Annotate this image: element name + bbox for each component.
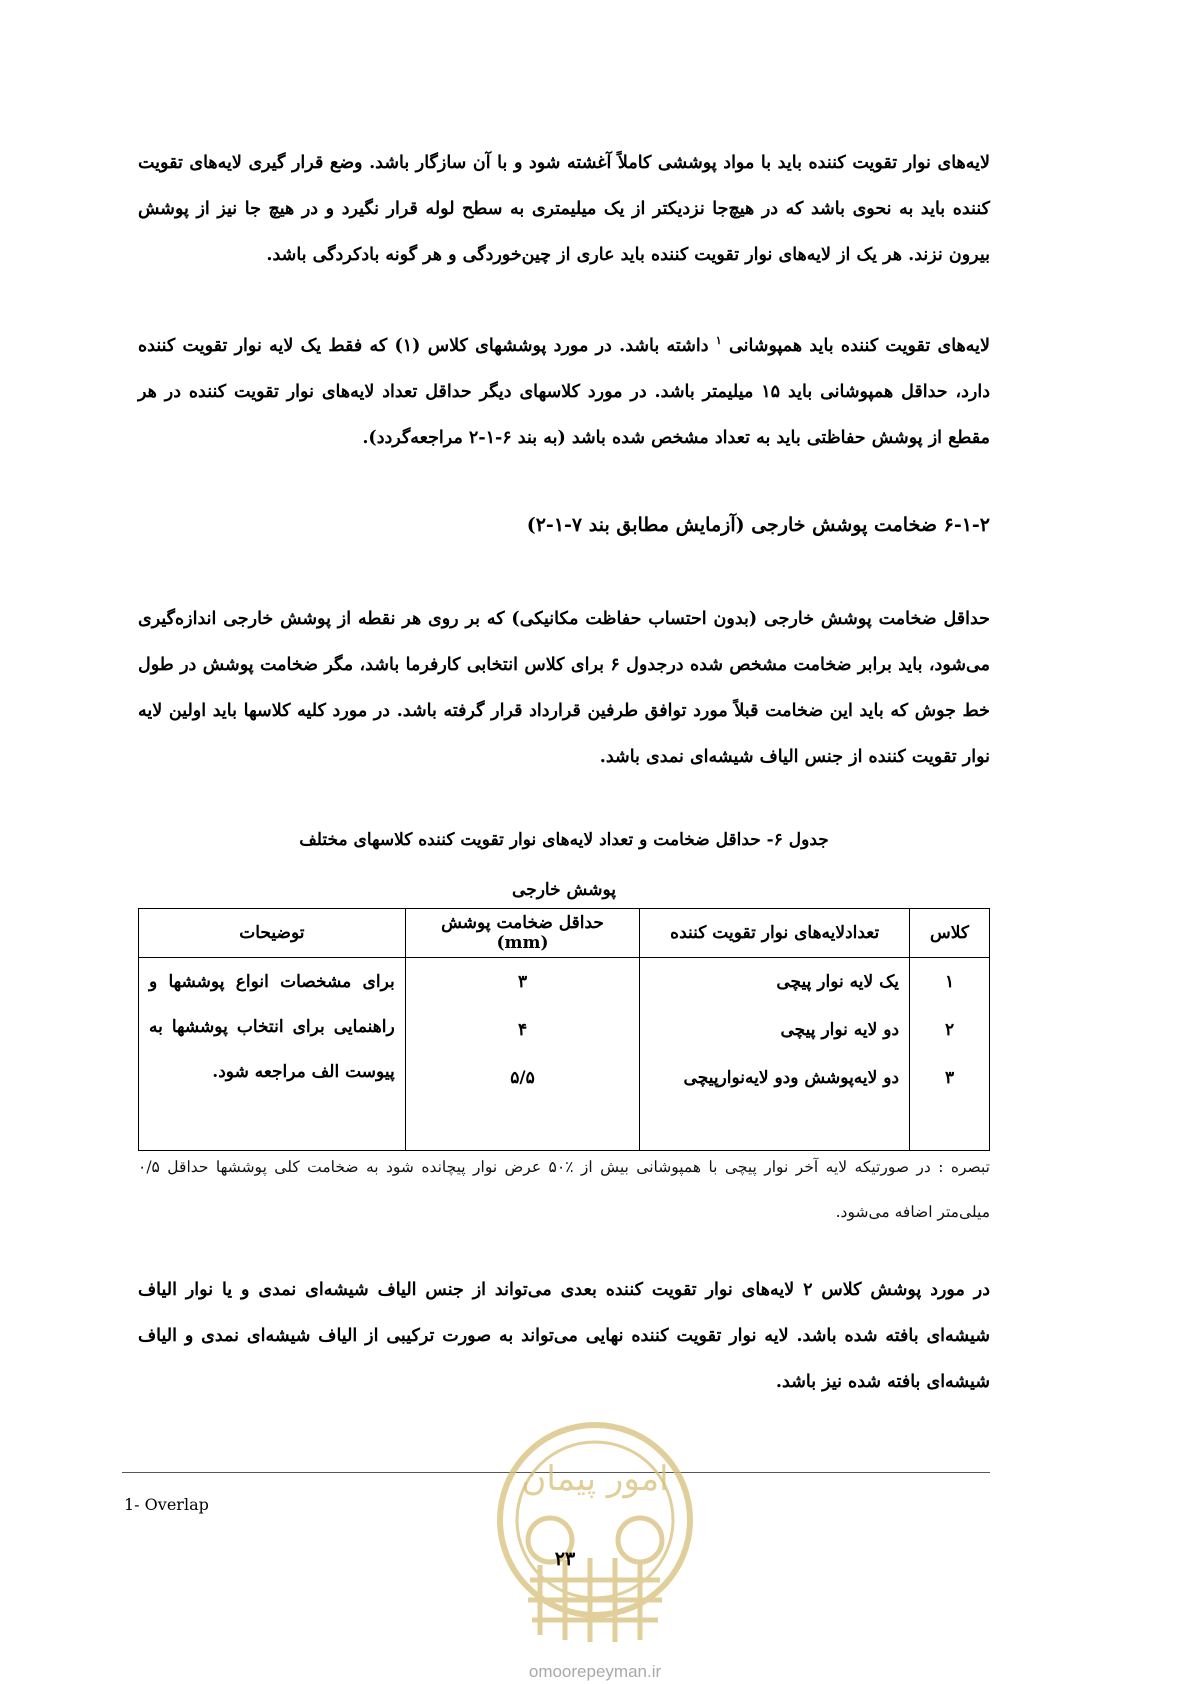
cell-class: ۲ — [910, 1006, 990, 1054]
cell-layers: دو لایه‌پوشش ودو لایه‌نوارپیچی — [640, 1054, 910, 1102]
paragraph-coating-layers: لایه‌های نوار تقویت کننده باید با مواد پوششی کاملاً آغشته شود و با آن سازگار باشد. وضع قرار گیری لایه‌های تقویت کننده باید به نحوی باشد که در هیچ‌جا نزدیکتر از یک میلیمتری به سطح لوله قرار نگیرد و در هیچ جا نیز از پوشش بیرون نزند. هر یک از لایه‌های نوار تقویت کننده باید عاری از چین‌خوردگی و هر گونه بادکردگی باشد. — [138, 153, 990, 265]
cell-empty — [640, 1102, 910, 1151]
cell-thickness: ۴ — [405, 1006, 640, 1054]
cell-description: برای مشخصات انواع پوششها و راهنمایی برای انتخاب پوششها به پیوست الف مراجعه شود. — [139, 958, 406, 1151]
cell-empty — [405, 1102, 640, 1151]
paragraph-overlap-rest: داشته باشد. در مورد پوششهای کلاس (۱) که فقط یک لایه نوار تقویت کننده دارد، حداقل همپوشانی باید ۱۵ میلیمتر باشد. در مورد کلاسهای دیگر حداقل تعداد لایه‌های نوار تقویت کننده در هر مقطع از پوشش حفاظتی باید به تعداد مشخص شده باشد (به بند ۶-۱-۲ مراجعه‌گردد). — [138, 335, 991, 448]
cell-class: ۱ — [910, 958, 990, 1007]
paragraph-overlap — [138, 318, 990, 461]
table-caption-line2: پوشش خارجی — [512, 880, 616, 900]
watermark-site: omoorepeyman.ir — [528, 1662, 662, 1681]
cell-layers: یک لایه نوار پیچی — [640, 958, 910, 1007]
header-description: توضیحات — [139, 909, 406, 958]
table-caption: جدول ۶- حداقل ضخامت و تعداد لایه‌های نوار تقویت کننده کلاسهای مختلف — [299, 830, 829, 850]
paragraph-overlap-start: لایه‌های تقویت کننده باید همپوشانی — [729, 335, 991, 356]
thickness-table — [138, 908, 990, 1151]
table-note: تبصره : در صورتیکه لایه آخر نوار پیچی با همپوشانی بیش از ٪۵۰ عرض نوار پیچانده شود به ضخامت کلی پوششها حداقل ۰/۵ میلی‌متر اضافه می‌شود. — [138, 1158, 990, 1221]
watermark-logo-text: امور پیمان — [521, 1459, 669, 1499]
paragraph-min-thickness: حداقل ضخامت پوشش خارجی (بدون احتساب حفاظت مکانیکی) که بر روی هر نقطه از پوشش خارجی اندازه‌گیری می‌شود، باید برابر ضخامت مشخص شده درجدول ۶ برای کلاس انتخابی کارفرما باشد، مگر ضخامت پوشش در طول خط جوش که باید این ضخامت قبلاً مورد توافق طرفین قرارداد قرار گرفته باشد. در مورد کلیه کلاسها باید اولین لایه نوار تقویت کننده از جنس الیاف شیشه‌ای نمدی باشد. — [138, 609, 990, 767]
cell-thickness: ۵/۵ — [405, 1054, 640, 1102]
header-thickness: حداقل ضخامت پوشش (mm) — [405, 909, 640, 958]
cell-class: ۳ — [910, 1054, 990, 1102]
section-heading: ۶-۱-۲ ضخامت پوشش خارجی (آزمایش مطابق بند ۷-۱-۲) — [526, 514, 990, 536]
cell-layers: دو لایه نوار پیچی — [640, 1006, 910, 1054]
paragraph-class2-layers: در مورد پوشش کلاس ۲ لایه‌های نوار تقویت کننده بعدی می‌تواند از جنس الیاف شیشه‌ای نمدی و یا نوار الیاف شیشه‌ای بافته شده باشد. لایه نوار تقویت کننده نهایی می‌تواند به صورت ترکیبی از الیاف شیشه‌ای نمدی و الیاف شیشه‌ای بافته شده نیز باشد. — [138, 1280, 990, 1392]
cell-empty — [910, 1102, 990, 1151]
header-layers: تعدادلایه‌های نوار تقویت کننده — [640, 909, 910, 958]
footnote-mark: ۱ — [715, 334, 722, 347]
table-row — [139, 958, 990, 1007]
footnote: 1- Overlap — [124, 1495, 209, 1514]
header-class: کلاس — [910, 909, 990, 958]
page-number: ۲۳ — [554, 1548, 576, 1570]
table-header-row — [139, 909, 990, 958]
cell-thickness: ۳ — [405, 958, 640, 1007]
watermark-logo — [480, 1400, 710, 1660]
